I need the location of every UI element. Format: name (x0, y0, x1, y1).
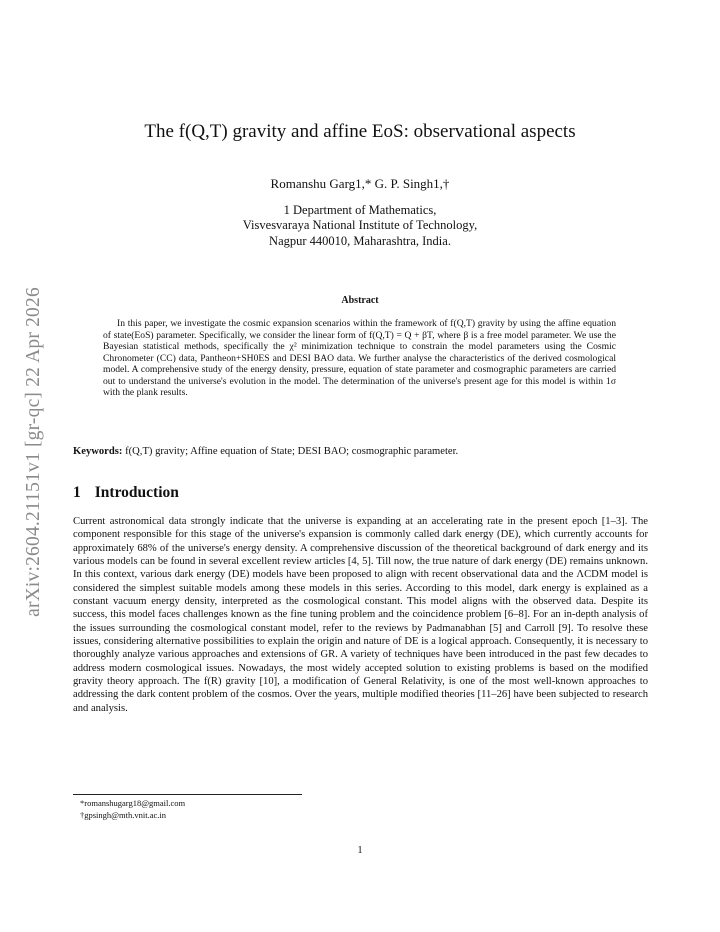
keywords-label: Keywords: (73, 446, 123, 457)
affiliation (0, 203, 720, 249)
abstract-text: In this paper, we investigate the cosmic expansion scenarios within the framework of f(Q,T) gravity by using the affine equation of state(EoS) parameter. Specifically, we consider the linear form of f(Q,T) = Q + βT, where β is a free model parameter. We use the Bayesian statistical methods, specifically the χ² minimization technique to constrain the model parameters using the Cosmic Chronometer (CC) data, Pantheon+SH0ES and DESI BAO data. We further analyse the characteristics of the derived cosmological model. A comprehensive study of the energy density, pressure, equation of state parameter and cosmographic parameters are carried out to understand the universe's evolution in the model. The determination of the universe's present age for this model is within 1σ with the plank results. (103, 318, 616, 398)
keywords (73, 446, 653, 457)
page-number: 1 (357, 845, 363, 856)
keywords-text: f(Q,T) gravity; Affine equation of State; DESI BAO; cosmographic parameter. (122, 446, 459, 457)
section-body: Current astronomical data strongly indicate that the universe is expanding at an accelerating rate in the present epoch [1–3]. The component responsible for this stage of the universe's expansion is commonly called dark energy (DE), which currently accounts for approximately 68% of the universe's energy density. A comprehensive discussion of the theoretical background of dark energy and its various models can be found in several excellent review articles [4, 5]. Till now, the true nature of dark energy (DE) remains unknown. In this context, various dark energy (DE) models have been proposed to align with recent observational data and the ΛCDM model is considered the simplest suitable models among these models in this series. According to this model, dark energy is explained as a constant vacuum energy density, interpreted as the cosmological constant. This model aligns with the observed data. Despite its success, this model faces challenges known as the fine tuning problem and the coincidence problem [6–8]. For an in-depth analysis of the issues surrounding the cosmological constant model, refer to the reviews by Padmanabhan [5] and Carroll [9]. To resolve these issues, considering alternative possibilities to explain the origin and nature of DE is a logical approach. Consequently, it is necessary to thoroughly analyze various approaches and extensions of GR. A variety of techniques have been introduced in the past few decades to address modern cosmological issues. Nowadays, the most widely accepted solution to existing problems is based on the modified gravity theory approach. The f(R) gravity [10], a modification of General Relativity, is one of the most well-known approaches to addressing the dark content problem of the cosmos. Over the years, multiple modified theories [11–26] have been subjected to research and analysis. (73, 516, 648, 714)
paper-title: The f(Q,T) gravity and affine EoS: observational aspects (144, 121, 576, 142)
author-list: Romanshu Garg1,* G. P. Singh1,† (270, 176, 450, 191)
section-title: Introduction (94, 484, 179, 501)
abstract-heading: Abstract (341, 295, 379, 306)
footnote-rule (73, 794, 302, 795)
affiliation-line: Visvesvaraya National Institute of Technology, (242, 218, 478, 233)
footnote-email-1: *romanshugarg18@gmail.com (80, 798, 186, 808)
arxiv-sidebar-stamp (14, 262, 54, 642)
arxiv-identifier: arXiv:2604.21151v1 [gr-qc] 22 Apr 2026 (23, 287, 44, 617)
affiliation-line: 1 Department of Mathematics, (283, 203, 437, 217)
footnotes (80, 797, 185, 821)
affiliation-line: Nagpur 440010, Maharashtra, India. (269, 233, 451, 248)
section-number: 1 (73, 484, 81, 501)
section-heading (73, 484, 179, 502)
footnote-email-2: †gpsingh@mth.vnit.ac.in (80, 810, 166, 820)
